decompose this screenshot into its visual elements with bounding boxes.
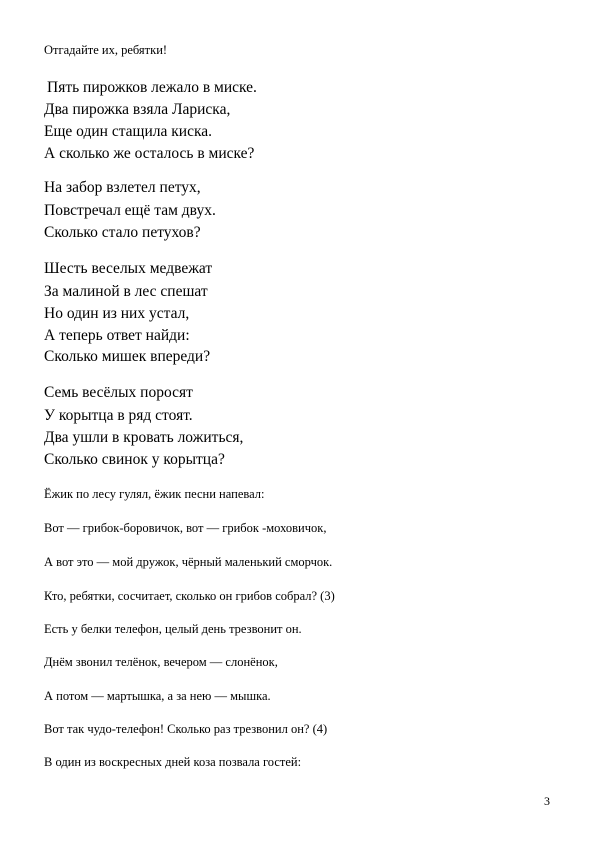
riddle-3-line-1: Шесть веселых медвежат (44, 260, 213, 277)
riddle-3-line-3: Но один из них устал, (44, 305, 190, 322)
riddle-2-line-1: На забор взлетел петух, (44, 179, 201, 196)
page-number: 3 (544, 794, 550, 808)
riddle-1-line-2: Два пирожка взяла Лариска, (44, 101, 231, 118)
riddle-4-line-1: Семь весёлых поросят (44, 384, 193, 401)
riddle-5-line-1: Ёжик по лесу гулял, ёжик песни напевал: (44, 487, 265, 501)
riddle-3-line-4: А теперь ответ найди: (44, 327, 190, 344)
riddle-6-line-4: Вот так чудо-телефон! Сколько раз трезвонил он? (4) (44, 722, 328, 736)
riddle-1-line-4: А сколько же осталось в миске? (44, 145, 255, 162)
riddle-1-line-3: Еще один стащила киска. (44, 123, 213, 140)
riddle-2-line-3: Сколько стало петухов? (44, 224, 201, 241)
riddle-3-line-2: За малиной в лес спешат (44, 283, 208, 300)
riddle-1-line-1: Пять пирожков лежало в миске. (47, 79, 257, 96)
riddle-5-line-4: Кто, ребятки, сосчитает, сколько он грибов собрал? (3) (44, 589, 335, 603)
riddle-6-line-3: А потом — мартышка, а за нею — мышка. (44, 689, 271, 703)
riddle-4-line-3: Два ушли в кровать ложиться, (44, 429, 244, 446)
riddle-5-line-2: Вот — грибок-боровичок, вот — грибок -моховичок, (44, 521, 327, 535)
riddle-5-line-3: А вот это — мой дружок, чёрный маленький сморчок. (44, 555, 333, 569)
document-title: Отгадайте их, ребятки! (44, 43, 168, 57)
riddle-3-line-5: Сколько мишек впереди? (44, 348, 211, 365)
riddle-6-line-2: Днём звонил телёнок, вечером — слонёнок, (44, 655, 278, 669)
riddle-4-line-4: Сколько свинок у корытца? (44, 451, 225, 468)
riddle-4-line-2: У корытца в ряд стоят. (44, 407, 193, 424)
riddle-6-line-1: Есть у белки телефон, целый день трезвонит он. (44, 622, 302, 636)
riddle-2-line-2: Повстречал ещё там двух. (44, 202, 216, 219)
riddle-7-line-1: В один из воскресных дней коза позвала гостей: (44, 755, 302, 769)
